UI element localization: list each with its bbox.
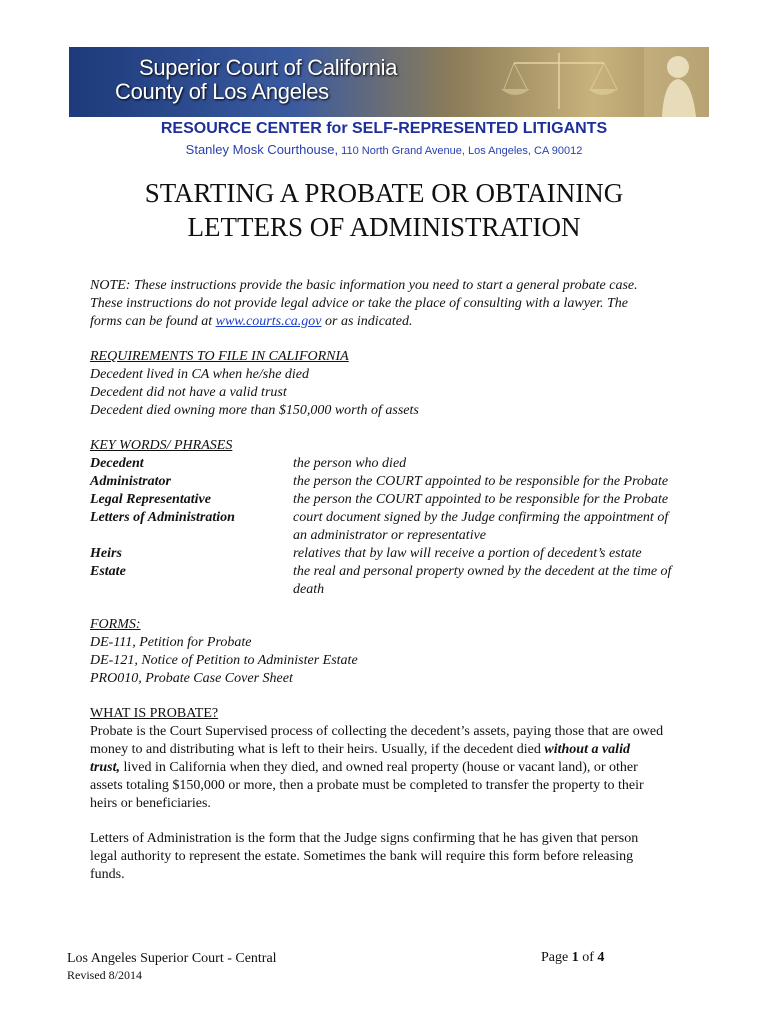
footer-left — [67, 950, 277, 984]
key-word-definition: the person the COURT appointed to be responsible for the Probate — [293, 474, 669, 489]
key-words-heading: KEY WORDS/ PHRASES — [90, 438, 233, 453]
form-item: DE-121, Notice of Petition to Administer Estate — [90, 653, 358, 668]
definition-line: death — [293, 582, 325, 597]
key-word-term: Letters of Administration — [90, 510, 235, 525]
definition-line: an administrator or representative — [293, 528, 487, 543]
note-text: forms can be found at — [90, 314, 216, 329]
banner-title-line1: Superior Court of California — [139, 55, 398, 80]
requirement-item: Decedent died owning more than $150,000 worth of assets — [90, 403, 419, 418]
emphasis-text: without a valid — [544, 742, 630, 757]
note-text: or as indicated. — [321, 314, 413, 329]
key-word-definition: the person the COURT appointed to be responsible for the Probate — [293, 492, 669, 507]
key-word-term: Administrator — [90, 474, 171, 489]
document-title-line1: STARTING A PROBATE OR OBTAINING — [144, 178, 624, 208]
what-is-probate-heading: WHAT IS PROBATE? — [90, 706, 219, 721]
emphasis-text: trust, — [90, 760, 120, 775]
document-title — [0, 176, 768, 244]
footer-revised: Revised 8/2014 — [67, 968, 142, 982]
lady-justice-figure-icon — [644, 47, 709, 117]
courts-website-link[interactable]: www.courts.ca.gov — [215, 314, 322, 329]
definition-line: court document signed by the Judge confirming the appointment of — [293, 510, 669, 525]
paragraph-line: legal authority to represent the estate. Sometimes the bank will require this form before releasing — [90, 849, 634, 864]
total-pages: 4 — [597, 950, 605, 965]
key-word-term: Estate — [90, 564, 126, 579]
what-is-probate-section — [90, 705, 710, 813]
paragraph-line: Letters of Administration is the form that the Judge signs confirming that he has given that person — [90, 831, 639, 846]
scales-of-justice-icon — [499, 49, 619, 115]
street-address: 110 North Grand Avenue, Los Angeles, CA 90012 — [338, 145, 583, 157]
key-word-definition: the person who died — [293, 456, 407, 471]
courthouse-name: Stanley Mosk Courthouse, — [185, 142, 339, 157]
form-item: DE-111, Petition for Probate — [90, 635, 252, 650]
page-label: Page — [541, 950, 572, 965]
page-of: of — [578, 950, 598, 965]
paragraph-text: lived in California when they died, and owned real property (house or vacant land), or other — [119, 760, 638, 775]
paragraph-line — [90, 759, 710, 777]
banner-title-line2: County of Los Angeles — [115, 79, 329, 104]
note-line: NOTE: These instructions provide the basic information you need to start a general probate case. — [90, 278, 638, 293]
key-word-term: Heirs — [90, 546, 122, 561]
paragraph-line: Probate is the Court Supervised process of collecting the decedent’s assets, paying those that are owed — [90, 724, 664, 739]
forms-heading: FORMS: — [90, 617, 141, 632]
definition-line: the real and personal property owned by the decedent at the time of — [293, 564, 672, 579]
paragraph-line: heirs or beneficiaries. — [90, 796, 211, 811]
forms-section — [90, 616, 710, 688]
requirements-section — [90, 348, 710, 420]
note-line — [90, 313, 710, 331]
courthouse-address — [0, 142, 768, 157]
paragraph-line: funds. — [90, 867, 125, 882]
form-item: PRO010, Probate Case Cover Sheet — [90, 671, 293, 686]
footer-court: Los Angeles Superior Court - Central — [67, 951, 277, 966]
document-title-line2: LETTERS OF ADMINISTRATION — [187, 212, 581, 242]
requirements-heading: REQUIREMENTS TO FILE IN CALIFORNIA — [90, 349, 349, 364]
key-word-term: Decedent — [90, 456, 144, 471]
paragraph-line — [90, 741, 710, 759]
key-word-term: Legal Representative — [90, 492, 211, 507]
court-banner — [69, 47, 709, 117]
letters-paragraph — [90, 830, 710, 884]
requirement-item: Decedent lived in CA when he/she died — [90, 367, 310, 382]
paragraph-line: assets totaling $150,000 or more, then a probate must be completed to transfer the property to their — [90, 778, 644, 793]
key-word-definition — [293, 509, 713, 545]
requirement-item: Decedent did not have a valid trust — [90, 385, 287, 400]
current-page: 1 — [571, 950, 579, 965]
key-word-definition: relatives that by law will receive a portion of decedent’s estate — [293, 546, 642, 561]
paragraph-text: money to and distributing what is left to their heirs. Usually, if the decedent died — [90, 742, 545, 757]
key-word-definition — [293, 563, 713, 599]
note-paragraph — [90, 277, 710, 331]
page-number — [541, 950, 604, 966]
resource-center-title: RESOURCE CENTER for SELF-REPRESENTED LITIGANTS — [160, 120, 608, 137]
note-line: These instructions do not provide legal advice or take the place of consulting with a lawyer. The — [90, 296, 629, 311]
